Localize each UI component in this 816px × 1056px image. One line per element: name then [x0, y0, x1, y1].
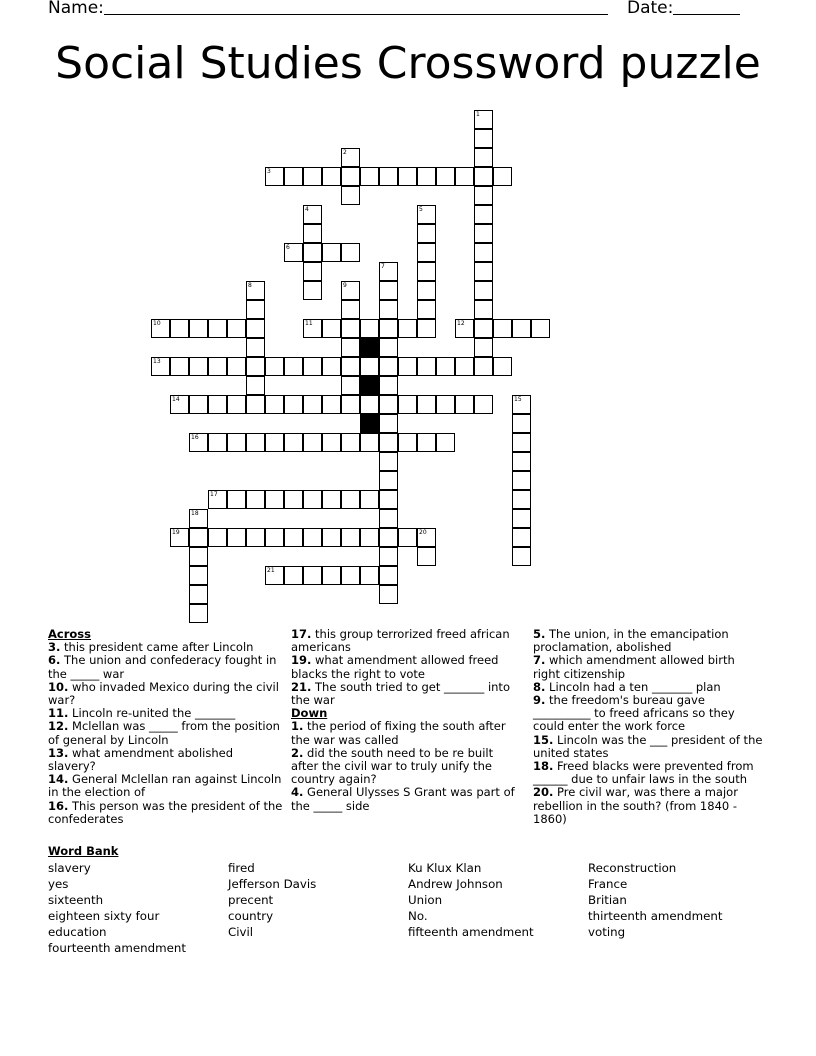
date-label: Date: [627, 0, 674, 18]
crossword-cell[interactable] [284, 528, 303, 547]
crossword-cell[interactable] [379, 338, 398, 357]
crossword-cell[interactable] [512, 395, 531, 414]
clue-number: 7. [533, 653, 546, 668]
crossword-cell[interactable] [246, 433, 265, 452]
crossword-cell[interactable] [341, 528, 360, 547]
cell-number: 7 [381, 263, 385, 270]
crossword-cell[interactable] [265, 433, 284, 452]
crossword-cell[interactable] [474, 357, 493, 376]
clues-column-3 [533, 628, 763, 826]
crossword-cell[interactable] [303, 433, 322, 452]
crossword-cell[interactable] [436, 167, 455, 186]
crossword-cell[interactable] [284, 490, 303, 509]
crossword-cell[interactable] [512, 509, 531, 528]
clue-number: 8. [533, 679, 546, 694]
clue-text: Lincoln was the ___ president of the united states [533, 732, 763, 760]
crossword-cell[interactable] [227, 490, 246, 509]
clue-number: 14. [48, 772, 69, 787]
clue-text: this group terrorized freed african americans [291, 627, 510, 655]
crossword-cell[interactable] [379, 585, 398, 604]
crossword-cell[interactable] [474, 338, 493, 357]
crossword-cell[interactable] [265, 357, 284, 376]
crossword-cell[interactable] [322, 357, 341, 376]
crossword-cell[interactable] [303, 281, 322, 300]
crossword-cell[interactable] [474, 205, 493, 224]
crossword-cell[interactable] [246, 319, 265, 338]
clue-text: Lincoln had a ten _______ plan [545, 679, 721, 694]
crossword-cell[interactable] [322, 528, 341, 547]
crossword-cell[interactable] [151, 357, 170, 376]
crossword-cell[interactable] [379, 490, 398, 509]
word-bank-column-3 [408, 860, 534, 940]
crossword-cell[interactable] [208, 395, 227, 414]
clue-item [291, 628, 521, 654]
crossword-cell[interactable] [417, 262, 436, 281]
crossword-cell[interactable] [303, 490, 322, 509]
clue-item [48, 747, 283, 773]
crossword-cell[interactable] [341, 281, 360, 300]
crossword-cell[interactable] [208, 490, 227, 509]
crossword-cell[interactable] [474, 148, 493, 167]
crossword-cell[interactable] [455, 357, 474, 376]
name-label: Name: [48, 0, 104, 18]
clue-number: 2. [291, 745, 304, 760]
crossword-cell[interactable] [227, 357, 246, 376]
cell-number: 6 [286, 244, 290, 251]
clue-number: 16. [48, 798, 69, 813]
crossword-cell[interactable] [170, 528, 189, 547]
word-bank-entry: fired [228, 861, 255, 875]
crossword-cell[interactable] [303, 167, 322, 186]
crossword-cell[interactable] [284, 395, 303, 414]
clue-item [291, 786, 521, 812]
word-bank-entry: thirteenth amendment [588, 909, 723, 924]
crossword-cell[interactable] [246, 528, 265, 547]
cell-number: 17 [210, 491, 218, 498]
crossword-cell[interactable] [474, 224, 493, 243]
crossword-cell[interactable] [341, 376, 360, 395]
word-bank-column-2 [228, 860, 316, 940]
crossword-cell[interactable] [436, 395, 455, 414]
word-bank-entry: Andrew Johnson [408, 877, 503, 892]
crossword-cell[interactable] [417, 357, 436, 376]
word-bank-entry: Reconstruction [588, 861, 677, 875]
crossword-cell[interactable] [303, 224, 322, 243]
crossword-cell[interactable] [208, 357, 227, 376]
crossword-cell[interactable] [284, 433, 303, 452]
crossword-cell[interactable] [227, 433, 246, 452]
crossword-cell[interactable] [341, 243, 360, 262]
crossword-cell[interactable] [512, 471, 531, 490]
crossword-cell[interactable] [246, 395, 265, 414]
crossword-cell[interactable] [493, 167, 512, 186]
crossword-cell[interactable] [379, 319, 398, 338]
clue-number: 12. [48, 719, 69, 734]
crossword-cell[interactable] [417, 224, 436, 243]
crossword-cell[interactable] [398, 528, 417, 547]
word-bank-entry: voting [588, 925, 626, 940]
crossword-cell[interactable] [284, 357, 303, 376]
crossword-cell[interactable] [322, 319, 341, 338]
crossword-cell[interactable] [398, 167, 417, 186]
clue-text: who invaded Mexico during the civil war? [48, 679, 279, 708]
crossword-cell[interactable] [341, 300, 360, 319]
crossword-cell[interactable] [379, 566, 398, 585]
crossword-cell[interactable] [417, 300, 436, 319]
clue-number: 9. [533, 693, 546, 708]
clue-number: 21. [291, 679, 312, 694]
crossword-cell[interactable] [303, 528, 322, 547]
clue-text: The union and confederacy fought in the _____ war [48, 653, 277, 681]
crossword-cell[interactable] [246, 338, 265, 357]
cell-number: 19 [172, 529, 180, 536]
crossword-cell[interactable] [284, 566, 303, 585]
word-bank-column-1 [48, 860, 186, 957]
crossword-cell[interactable] [322, 243, 341, 262]
clue-item [533, 786, 763, 826]
clue-text: which amendment allowed birth right citizenship [533, 653, 735, 681]
word-bank-entry: sixteenth [48, 893, 104, 908]
crossword-cell[interactable] [379, 471, 398, 490]
crossword-cell[interactable] [379, 395, 398, 414]
clue-number: 13. [48, 745, 69, 760]
clues-column-1 [48, 628, 283, 826]
cell-number: 9 [343, 282, 347, 289]
crossword-cell[interactable] [246, 490, 265, 509]
crossword-cell[interactable] [246, 300, 265, 319]
crossword-cell[interactable] [474, 243, 493, 262]
crossword-cell[interactable] [341, 148, 360, 167]
crossword-cell[interactable] [455, 319, 474, 338]
crossword-cell[interactable] [474, 281, 493, 300]
crossword-cell[interactable] [322, 566, 341, 585]
crossword-cell[interactable] [398, 395, 417, 414]
crossword-cell[interactable] [379, 452, 398, 471]
cell-number: 20 [419, 529, 427, 536]
clue-text: Pre civil war, was there a major rebellion in the south? (from 1840 - 1860) [533, 785, 738, 826]
crossword-cell[interactable] [265, 395, 284, 414]
crossword-cell[interactable] [512, 319, 531, 338]
crossword-cell[interactable] [417, 243, 436, 262]
crossword-cell[interactable] [512, 528, 531, 547]
cell-number: 2 [343, 149, 347, 156]
clue-number: 18. [533, 759, 554, 774]
crossword-cell[interactable] [151, 319, 170, 338]
clue-text: The south tried to get _______ into the war [291, 679, 510, 708]
crossword-cell[interactable] [170, 357, 189, 376]
clue-item [48, 654, 283, 680]
cell-number: 18 [191, 510, 199, 517]
clue-item [533, 694, 763, 734]
clue-item [533, 734, 763, 760]
word-bank-entry: No. [408, 909, 428, 924]
crossword-black-cell [360, 414, 379, 433]
crossword-cell[interactable] [379, 414, 398, 433]
cell-number: 10 [153, 320, 161, 327]
crossword-cell[interactable] [398, 433, 417, 452]
word-bank-entry: fourteenth amendment [48, 941, 186, 956]
clue-item [291, 720, 521, 746]
crossword-cell[interactable] [417, 167, 436, 186]
crossword-cell[interactable] [246, 376, 265, 395]
crossword-cell[interactable] [227, 319, 246, 338]
word-bank-entry: Civil [228, 925, 254, 940]
word-bank-entry: slavery [48, 861, 91, 875]
word-bank-entry: France [588, 877, 628, 892]
clue-item [533, 628, 763, 654]
crossword-cell[interactable] [474, 186, 493, 205]
crossword-cell[interactable] [246, 357, 265, 376]
crossword-cell[interactable] [265, 490, 284, 509]
cell-number: 21 [267, 567, 275, 574]
clue-text: what amendment abolished slavery? [48, 745, 234, 774]
clue-number: 15. [533, 732, 554, 747]
crossword-cell[interactable] [189, 604, 208, 623]
clue-text: did the south need to be re built after the civil war to truly unify the country again? [291, 745, 494, 787]
crossword-cell[interactable] [189, 395, 208, 414]
clue-item [291, 747, 521, 787]
crossword-cell[interactable] [379, 433, 398, 452]
cell-number: 4 [305, 206, 309, 213]
word-bank-entry: Ku Klux Klan [408, 861, 482, 875]
clue-number: 19. [291, 653, 312, 668]
clue-number: 10. [48, 679, 69, 694]
crossword-black-cell [360, 376, 379, 395]
clue-number: 17. [291, 627, 312, 641]
crossword-cell[interactable] [379, 528, 398, 547]
crossword-cell[interactable] [189, 357, 208, 376]
crossword-cell[interactable] [474, 319, 493, 338]
crossword-cell[interactable] [512, 452, 531, 471]
crossword-cell[interactable] [379, 547, 398, 566]
crossword-cell[interactable] [284, 167, 303, 186]
crossword-cell[interactable] [189, 319, 208, 338]
crossword-cell[interactable] [493, 357, 512, 376]
clue-number: 11. [48, 706, 69, 721]
crossword-cell[interactable] [379, 509, 398, 528]
crossword-cell[interactable] [417, 205, 436, 224]
crossword-cell[interactable] [417, 281, 436, 300]
crossword-cell[interactable] [170, 319, 189, 338]
crossword-cell[interactable] [474, 300, 493, 319]
cell-number: 8 [248, 282, 252, 289]
crossword-cell[interactable] [417, 547, 436, 566]
clue-text: Freed blacks were prevented from ______ due to unfair laws in the south [533, 759, 754, 787]
crossword-cell[interactable] [493, 319, 512, 338]
crossword-cell[interactable] [360, 319, 379, 338]
crossword-cell[interactable] [474, 110, 493, 129]
crossword-cell[interactable] [474, 262, 493, 281]
crossword-cell[interactable] [417, 395, 436, 414]
clue-text: the freedom's bureau gave __________ to freed africans so they could enter the work force [533, 693, 735, 734]
clue-text: Lincoln re-united the _______ [68, 706, 236, 721]
crossword-cell[interactable] [246, 281, 265, 300]
crossword-cell[interactable] [341, 566, 360, 585]
clue-item [291, 681, 521, 707]
word-bank-entry: Union [408, 893, 443, 908]
crossword-cell[interactable] [341, 433, 360, 452]
crossword-black-cell [360, 338, 379, 357]
crossword-cell[interactable] [360, 566, 379, 585]
crossword-cell[interactable] [512, 547, 531, 566]
crossword-cell[interactable] [417, 433, 436, 452]
crossword-cell[interactable] [189, 566, 208, 585]
clue-item [533, 654, 763, 680]
crossword-cell[interactable] [189, 585, 208, 604]
crossword-cell[interactable] [227, 395, 246, 414]
clue-item [48, 681, 283, 707]
crossword-cell[interactable] [265, 566, 284, 585]
crossword-cell[interactable] [512, 433, 531, 452]
cell-number: 13 [153, 358, 161, 365]
crossword-cell[interactable] [341, 395, 360, 414]
crossword-cell[interactable] [360, 395, 379, 414]
crossword-cell[interactable] [379, 281, 398, 300]
clue-number: 20. [533, 785, 554, 800]
word-bank-column-4 [588, 860, 723, 940]
crossword-cell[interactable] [265, 528, 284, 547]
crossword-cell[interactable] [360, 490, 379, 509]
crossword-cell[interactable] [474, 129, 493, 148]
clue-text: General Mclellan ran against Lincoln in the election of [48, 772, 282, 800]
crossword-cell[interactable] [455, 167, 474, 186]
cell-number: 5 [419, 206, 423, 213]
crossword-cell[interactable] [341, 167, 360, 186]
crossword-cell[interactable] [341, 338, 360, 357]
crossword-cell[interactable] [379, 357, 398, 376]
crossword-cell[interactable] [512, 414, 531, 433]
clue-number: 4. [291, 785, 304, 800]
word-bank-entry: country [228, 909, 274, 924]
cell-number: 3 [267, 168, 271, 175]
crossword-cell[interactable] [303, 262, 322, 281]
crossword-cell[interactable] [284, 243, 303, 262]
crossword-cell[interactable] [341, 357, 360, 376]
clue-item [48, 773, 283, 799]
word-bank-entry: education [48, 925, 107, 940]
word-bank-entry: fifteenth amendment [408, 925, 534, 940]
cell-number: 1 [476, 111, 480, 118]
word-bank-entry: eighteen sixty four [48, 909, 160, 924]
clue-section-heading: Across [48, 627, 91, 641]
crossword-cell[interactable] [379, 300, 398, 319]
crossword-cell[interactable] [379, 376, 398, 395]
crossword-cell[interactable] [208, 528, 227, 547]
word-bank-entry: yes [48, 877, 69, 892]
clue-text: the period of fixing the south after the war was called [291, 719, 506, 747]
crossword-cell[interactable] [341, 490, 360, 509]
crossword-cell[interactable] [322, 395, 341, 414]
clues-column-2 [291, 628, 521, 813]
clue-item [48, 800, 283, 826]
crossword-cell[interactable] [474, 395, 493, 414]
clue-item [48, 720, 283, 746]
crossword-cell[interactable] [436, 357, 455, 376]
word-bank-entry: Jefferson Davis [228, 877, 317, 892]
crossword-cell[interactable] [208, 319, 227, 338]
crossword-cell[interactable] [379, 262, 398, 281]
crossword-cell[interactable] [170, 395, 189, 414]
crossword-cell[interactable] [512, 490, 531, 509]
clue-text: this president came after Lincoln [60, 640, 254, 655]
crossword-cell[interactable] [303, 205, 322, 224]
crossword-cell[interactable] [227, 528, 246, 547]
word-bank-entry: Britian [588, 893, 627, 908]
clue-text: This person was the president of the confederates [48, 798, 283, 826]
crossword-cell[interactable] [379, 167, 398, 186]
word-bank-title: Word Bank [48, 844, 119, 858]
crossword-cell[interactable] [303, 357, 322, 376]
crossword-cell[interactable] [303, 566, 322, 585]
clue-number: 1. [291, 719, 304, 734]
crossword-cell[interactable] [189, 547, 208, 566]
crossword-cell[interactable] [322, 490, 341, 509]
crossword-cell[interactable] [189, 433, 208, 452]
crossword-cell[interactable] [189, 528, 208, 547]
crossword-cell[interactable] [265, 167, 284, 186]
clue-text: General Ulysses S Grant was part of the _____ side [291, 785, 515, 813]
crossword-cell[interactable] [189, 509, 208, 528]
crossword-cell[interactable] [417, 528, 436, 547]
crossword-cell[interactable] [398, 319, 417, 338]
page-title: Social Studies Crossword puzzle [55, 38, 761, 89]
clue-item [533, 760, 763, 786]
clue-section-heading: Down [291, 706, 328, 721]
cell-number: 11 [305, 320, 313, 327]
crossword-cell[interactable] [360, 357, 379, 376]
clue-item [291, 654, 521, 680]
crossword-cell[interactable] [455, 395, 474, 414]
crossword-cell[interactable] [436, 433, 455, 452]
clue-text: The union, in the emancipation proclamation, abolished [533, 627, 729, 655]
crossword-cell[interactable] [322, 167, 341, 186]
clue-number: 5. [533, 627, 546, 641]
cell-number: 12 [457, 320, 465, 327]
crossword-cell[interactable] [417, 319, 436, 338]
crossword-cell[interactable] [303, 319, 322, 338]
crossword-cell[interactable] [322, 433, 341, 452]
crossword-cell[interactable] [341, 186, 360, 205]
crossword-cell[interactable] [341, 319, 360, 338]
crossword-cell[interactable] [360, 528, 379, 547]
crossword-cell[interactable] [360, 167, 379, 186]
cell-number: 16 [191, 434, 199, 441]
clue-text: Mclellan was _____ from the position of general by Lincoln [48, 719, 280, 747]
word-bank-entry: precent [228, 893, 274, 908]
crossword-cell[interactable] [303, 395, 322, 414]
crossword-cell[interactable] [531, 319, 550, 338]
clue-number: 3. [48, 640, 61, 655]
crossword-cell[interactable] [474, 167, 493, 186]
clue-number: 6. [48, 653, 61, 668]
crossword-cell[interactable] [398, 357, 417, 376]
clue-text: what amendment allowed freed blacks the right to vote [291, 653, 499, 681]
cell-number: 14 [172, 396, 180, 403]
crossword-cell[interactable] [208, 433, 227, 452]
cell-number: 15 [514, 396, 522, 403]
crossword-cell[interactable] [303, 243, 322, 262]
crossword-cell[interactable] [360, 433, 379, 452]
